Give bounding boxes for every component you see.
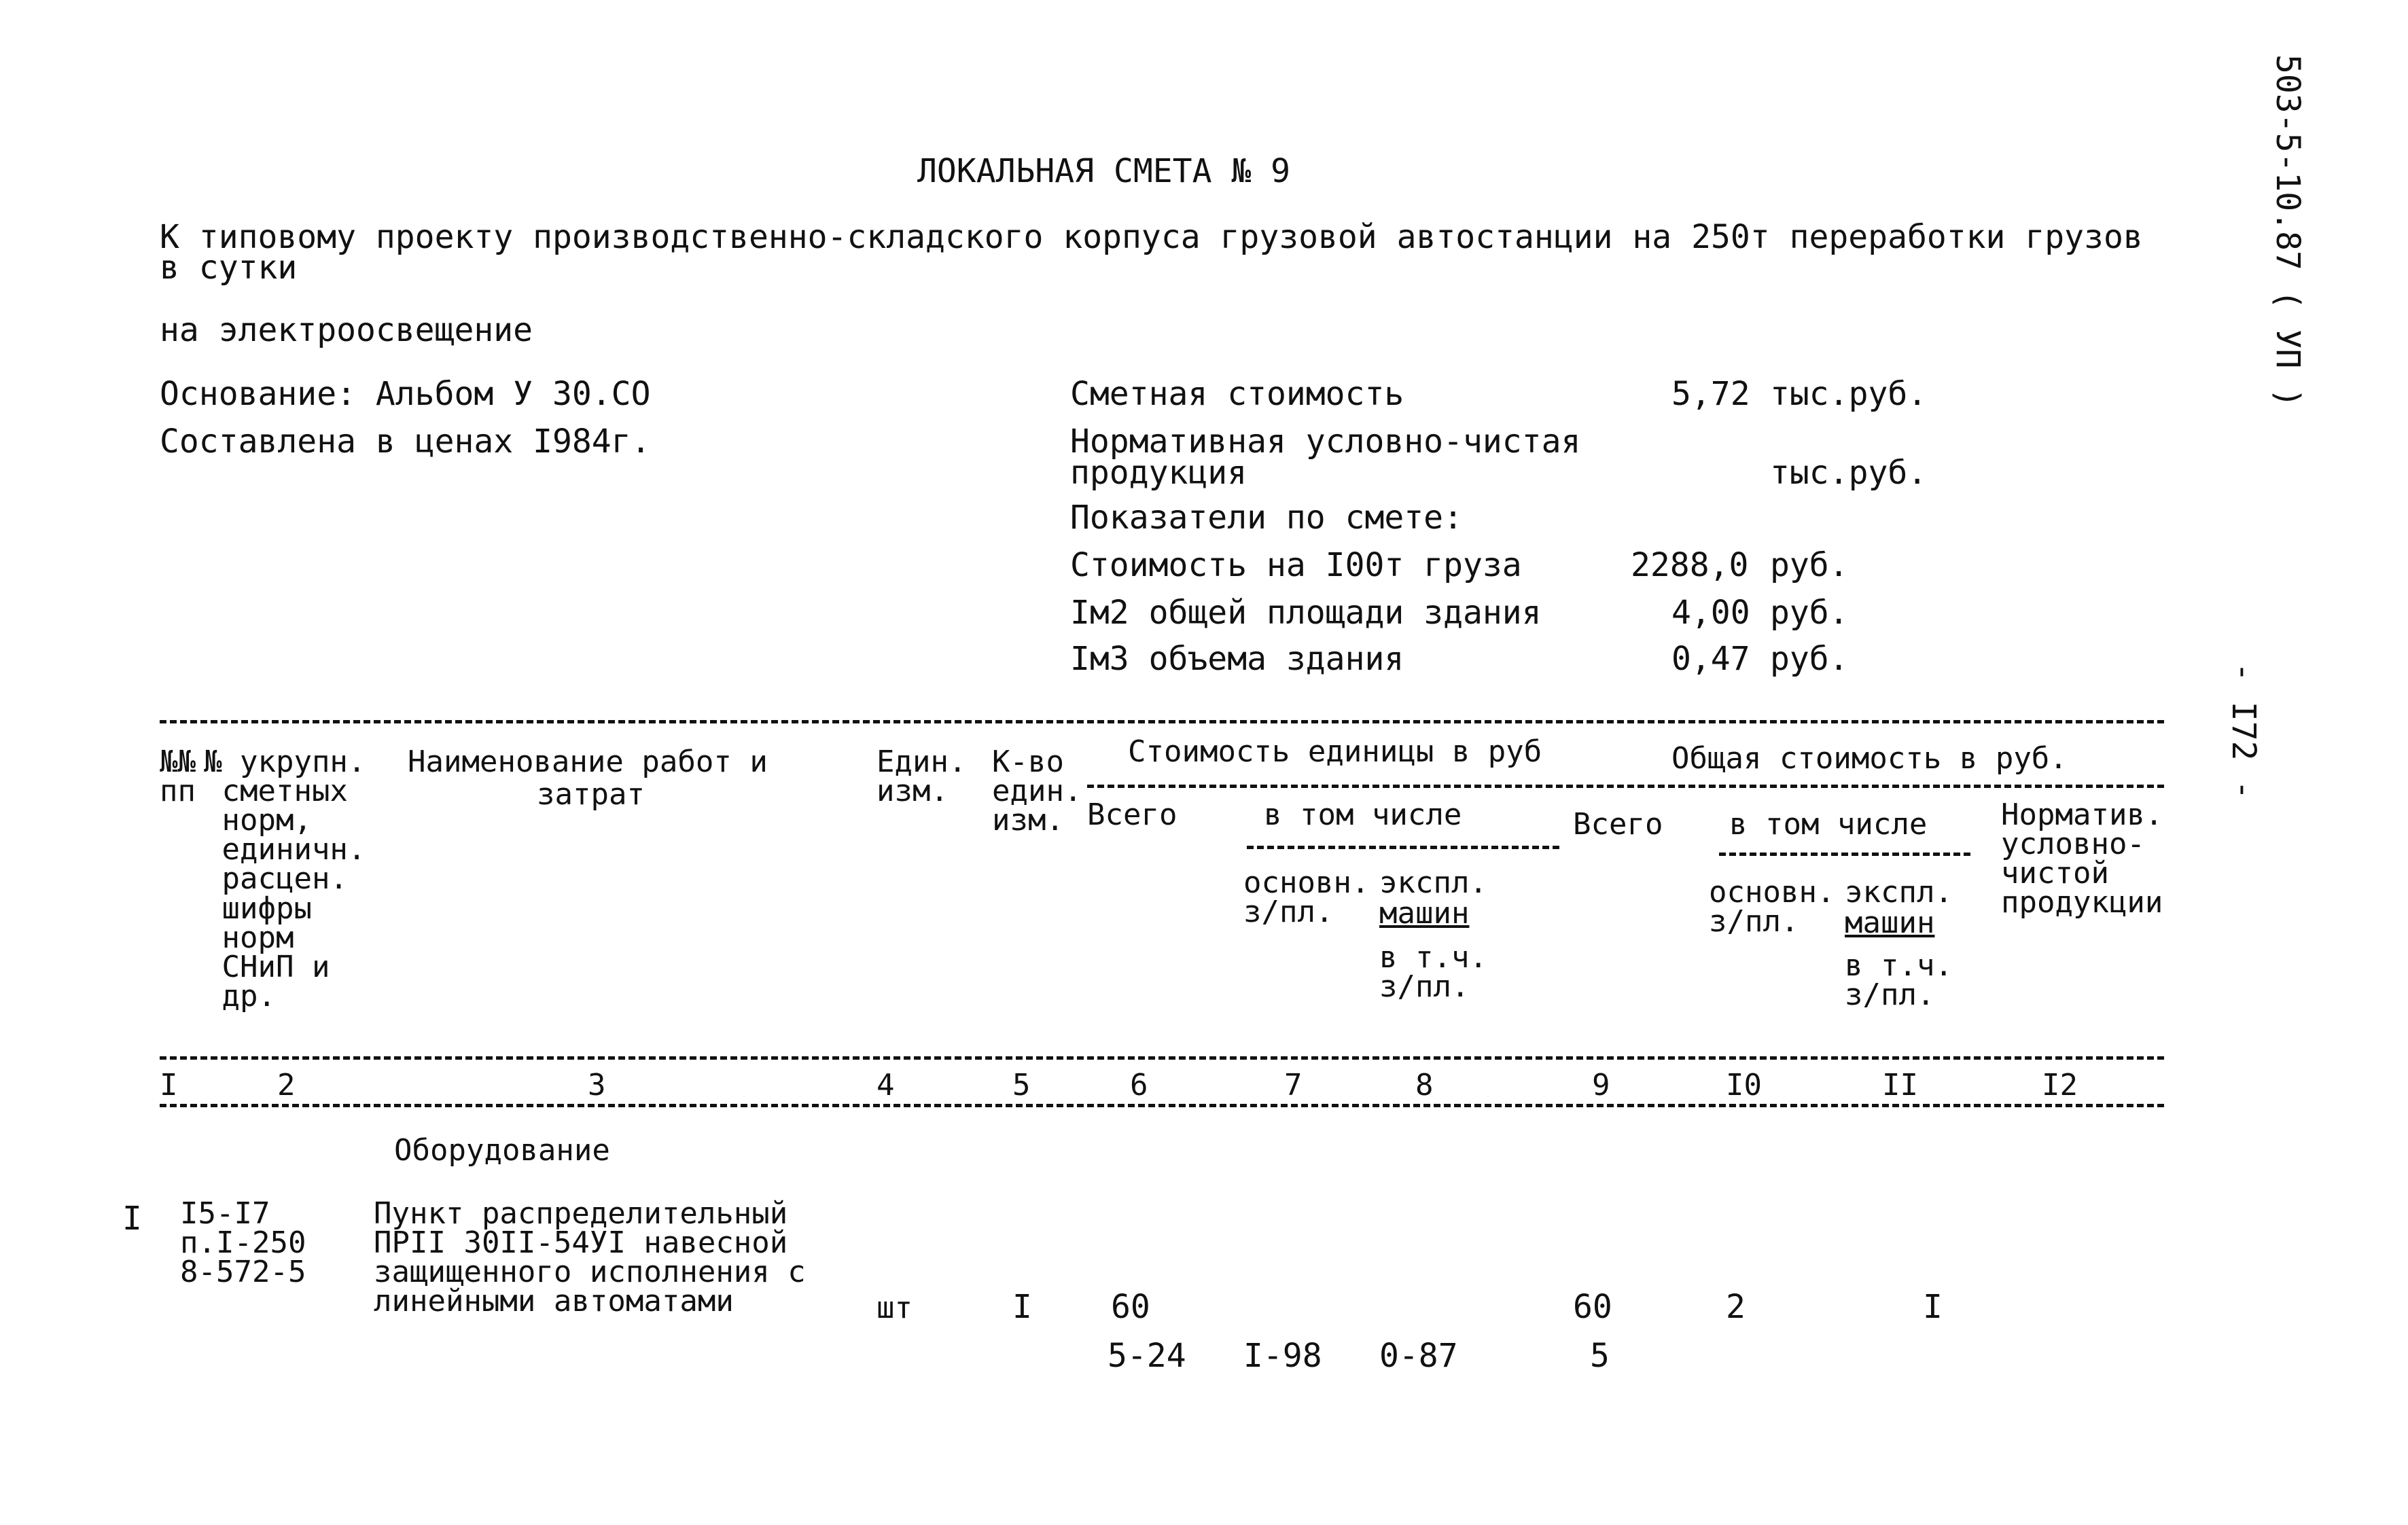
row-total: 60	[1573, 1288, 1612, 1326]
header-col-work-name-2: затрат	[537, 777, 645, 812]
unit-cost-group-rule	[1087, 785, 2164, 788]
header-col-norm-codes: № укрупн. сметных норм, единичн. расцен. шифры норм СНиП и др.	[204, 744, 366, 1013]
row-unit-machines: 0-87	[1379, 1337, 1458, 1375]
header-total-machines-wage: в т.ч. з/пл.	[1845, 948, 1953, 1013]
per-m3-unit: руб.	[1770, 640, 1849, 678]
price-year-text: Составлена в ценах I984г.	[160, 423, 651, 461]
column-numbers-rule	[160, 1104, 2164, 1107]
per-m3-label: Iм3 объема здания	[1070, 640, 1404, 678]
per-100t-label: Стоимость на I00т груза	[1070, 546, 1522, 584]
header-total-machines: экспл.	[1845, 875, 1953, 910]
header-total-base-wage: основн. з/пл.	[1709, 875, 1835, 939]
row-unit-total: 60	[1111, 1288, 1150, 1326]
header-col-unit: Един. изм.	[877, 744, 967, 809]
page-title: ЛОКАЛЬНАЯ СМЕТА № 9	[917, 152, 1291, 190]
estimate-purpose: на электроосвещение	[160, 311, 533, 349]
column-number: 3	[588, 1068, 606, 1102]
column-number: I	[160, 1068, 178, 1102]
header-unit-total: Всего	[1087, 797, 1178, 832]
project-line-2: в сутки	[160, 249, 298, 287]
column-number: I0	[1726, 1068, 1762, 1102]
column-number: 9	[1592, 1068, 1610, 1102]
column-number: 6	[1130, 1068, 1148, 1102]
header-unit-machines-u: машин	[1379, 896, 1470, 931]
column-number: 4	[877, 1068, 895, 1102]
row-number: I	[122, 1200, 142, 1238]
header-total-machines-u: машин	[1845, 905, 1935, 940]
estimated-cost-value: 5,72	[1671, 375, 1750, 413]
table-top-rule	[160, 720, 2164, 723]
header-col-normative: Норматив. условно- чистой продукции	[2001, 797, 2163, 920]
per-100t-unit: руб.	[1770, 546, 1849, 584]
header-unit-machines: экспл.	[1379, 865, 1487, 900]
column-number: 7	[1284, 1068, 1303, 1102]
header-unit-incl: в том числе	[1264, 797, 1462, 832]
row-total-b: 5	[1590, 1337, 1610, 1375]
section-heading: Оборудование	[394, 1133, 610, 1168]
header-total-total: Всего	[1573, 807, 1663, 842]
normative-label-1: Нормативная условно-чистая	[1070, 423, 1581, 461]
header-col-work-name: Наименование работ и	[408, 744, 768, 779]
per-m2-label: Iм2 общей площади здания	[1070, 594, 1542, 632]
column-number: II	[1882, 1068, 1918, 1102]
per-100t-value: 2288,0	[1631, 546, 1749, 584]
header-col-quantity: К-во един. изм.	[992, 744, 1082, 838]
normative-unit: тыс.руб.	[1770, 454, 1928, 492]
estimated-cost-label: Сметная стоимость	[1070, 375, 1404, 413]
header-unit-machines-wage: в т.ч. з/пл.	[1379, 940, 1487, 1005]
row-total-machines: I	[1923, 1288, 1943, 1326]
indicators-label: Показатели по смете:	[1070, 499, 1463, 537]
estimated-cost-unit: тыс.руб.	[1770, 375, 1928, 413]
unit-incl-rule	[1247, 846, 1559, 849]
column-number: 2	[277, 1068, 296, 1102]
row-work-name: Пункт распределительный ПРII 30II-54УI навесной защищенного исполнения с линейными автоматами	[374, 1196, 806, 1319]
header-total-incl: в том числе	[1729, 807, 1928, 842]
per-m2-value: 4,00	[1671, 594, 1750, 632]
per-m2-unit: руб.	[1770, 594, 1849, 632]
header-col-row-number: №№ пп	[160, 744, 196, 809]
basis-text: Основание: Альбом У 30.СО	[160, 375, 651, 413]
page-number: - I72 -	[2225, 662, 2263, 800]
header-unit-base-wage: основн. з/пл.	[1243, 865, 1370, 930]
project-line-1: К типовому проекту производственно-складского корпуса грузовой автостанции на 250т переработки грузов	[160, 218, 2143, 256]
header-total-cost-group: Общая стоимость в руб.	[1671, 741, 2068, 776]
normative-label-2: продукция	[1070, 454, 1247, 492]
column-number: 8	[1415, 1068, 1434, 1102]
column-number: 5	[1012, 1068, 1031, 1102]
header-unit-cost-group: Стоимость единицы в руб	[1128, 734, 1542, 769]
row-unit: шт	[877, 1291, 913, 1325]
row-total-base-wage: 2	[1726, 1288, 1746, 1326]
per-m3-value: 0,47	[1671, 640, 1750, 678]
row-unit-total-b: 5-24	[1108, 1337, 1186, 1375]
document-code: 503-5-10.87 ( УП )	[2269, 54, 2307, 408]
total-incl-rule	[1719, 853, 1970, 856]
row-quantity: I	[1012, 1288, 1032, 1326]
column-number: I2	[2042, 1068, 2078, 1102]
row-unit-base-wage: I-98	[1243, 1337, 1322, 1375]
header-bottom-rule	[160, 1056, 2164, 1060]
row-norm-codes: I5-I7 п.I-250 8-572-5	[180, 1196, 306, 1290]
